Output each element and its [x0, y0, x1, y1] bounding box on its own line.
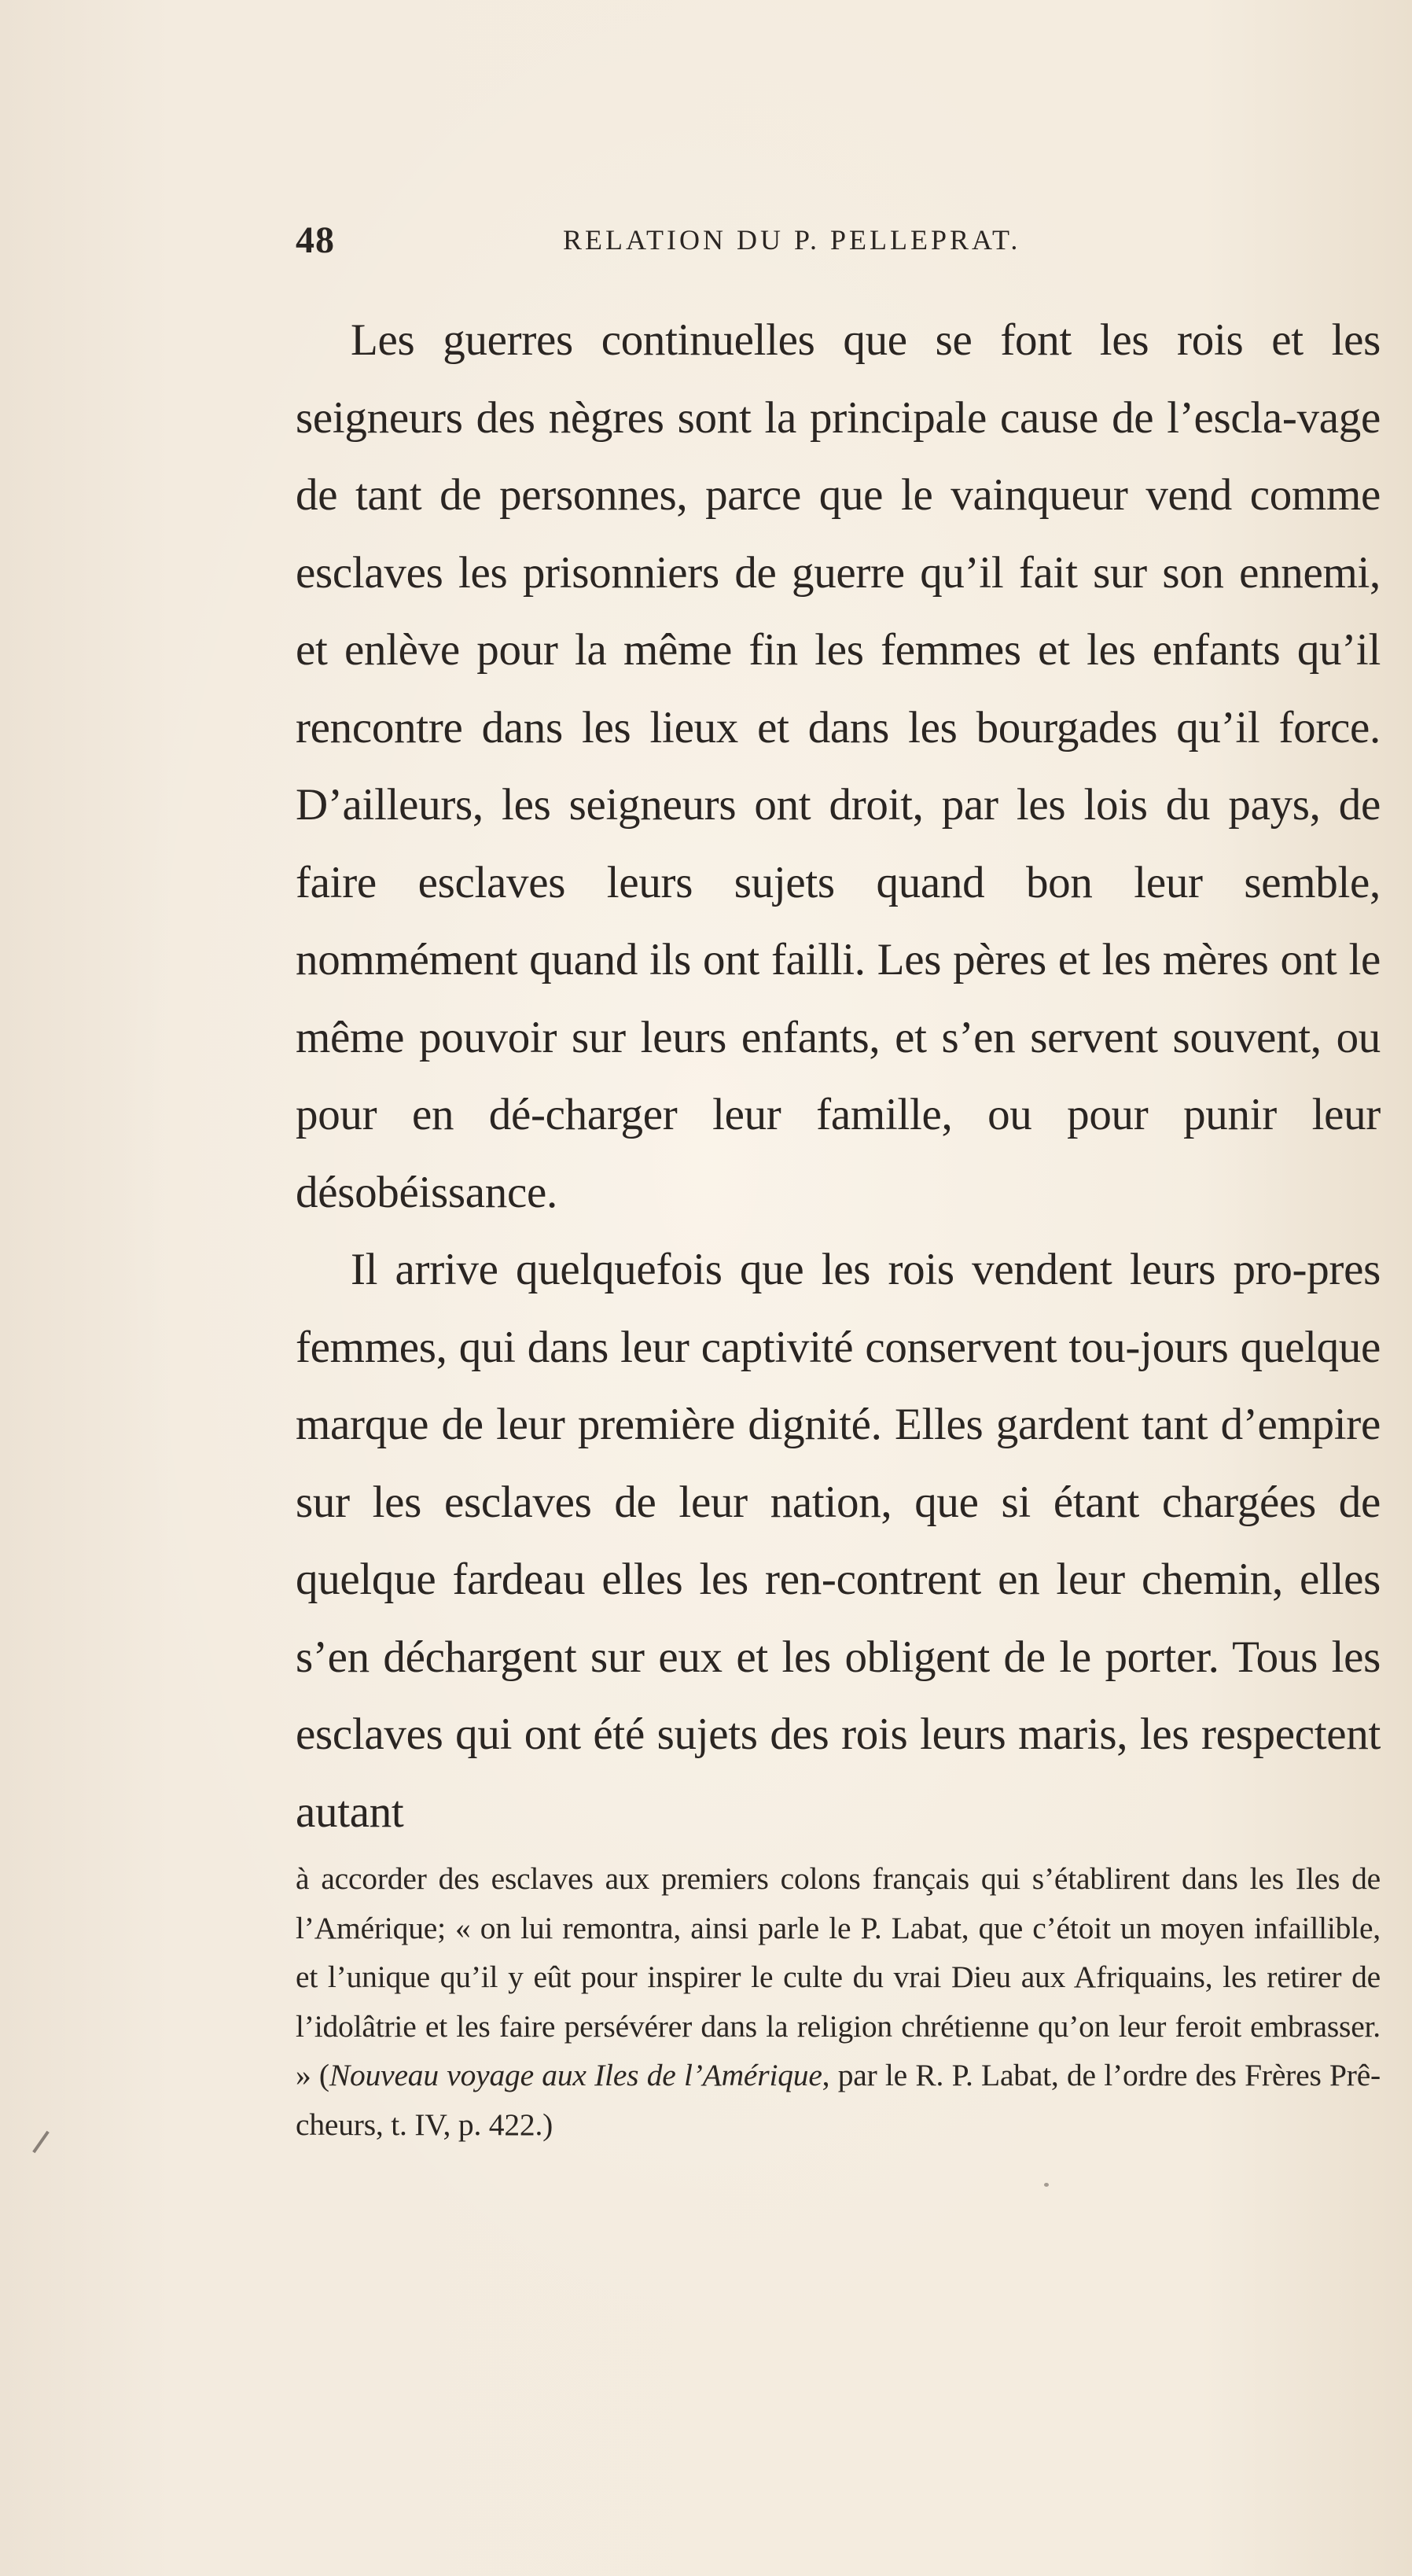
margin-pencil-mark	[32, 2131, 50, 2154]
running-title: RELATION DU P. PELLEPRAT.	[563, 224, 1021, 256]
paragraph: Il arrive quelquefois que les rois vendent leurs pro-pres femmes, qui dans leur captivité conservent tou-jours quelque marque de leur première dignité. Elles gardent tant d’empire sur les esclaves de leur nation, que si étant chargées de quelque fardeau elles les ren-contrent en leur chemin, elles s’en déchargent sur eux et les obligent de le porter. Tous les esclaves qui ont été sujets des rois leurs maris, les respectent autant	[296, 1245, 1381, 1837]
page-header	[296, 219, 1381, 266]
footnote-text: à accorder des esclaves aux premiers colons français qui s’établirent dans les Iles de l’Amérique; « on lui remontra, ainsi parle le P. Labat, que c’étoit un moyen infaillible, et l’unique qu’il y eût pour inspirer le culte du vrai Dieu aux Afriquains, les retirer de l’idolâtrie et les faire persévérer dans la religion chrétienne qu’on leur feroit embrasser. » (	[296, 1861, 1381, 2092]
paragraph: Les guerres continuelles que se font les rois et les seigneurs des nègres sont la principale cause de l’escla-vage de tant de personnes, parce que le vainqueur vend comme esclaves les prisonniers de guerre qu’il fait sur son ennemi, et enlève pour la même fin les femmes et les enfants qu’il rencontre dans les lieux et dans les bourgades qu’il force. D’ailleurs, les seigneurs ont droit, par les lois du pays, de faire esclaves leurs sujets quand bon leur semble, nommément quand ils ont failli. Les pères et les mères ont le même pouvoir sur leurs enfants, et s’en servent souvent, ou pour en dé-charger leur famille, ou pour punir leur désobéissance.	[296, 315, 1381, 1217]
page-number: 48	[296, 219, 335, 261]
footnote-citation: , par le R. P. Labat, de l’ordre des Frères Prê-cheurs, t. IV, p. 422.)	[296, 2058, 1381, 2142]
footnote	[296, 1854, 1381, 2149]
main-text	[296, 302, 1381, 1851]
ink-speck	[1044, 2183, 1049, 2187]
footnote-book-title: Nouveau voyage aux Iles de l’Amérique	[329, 2058, 822, 2092]
